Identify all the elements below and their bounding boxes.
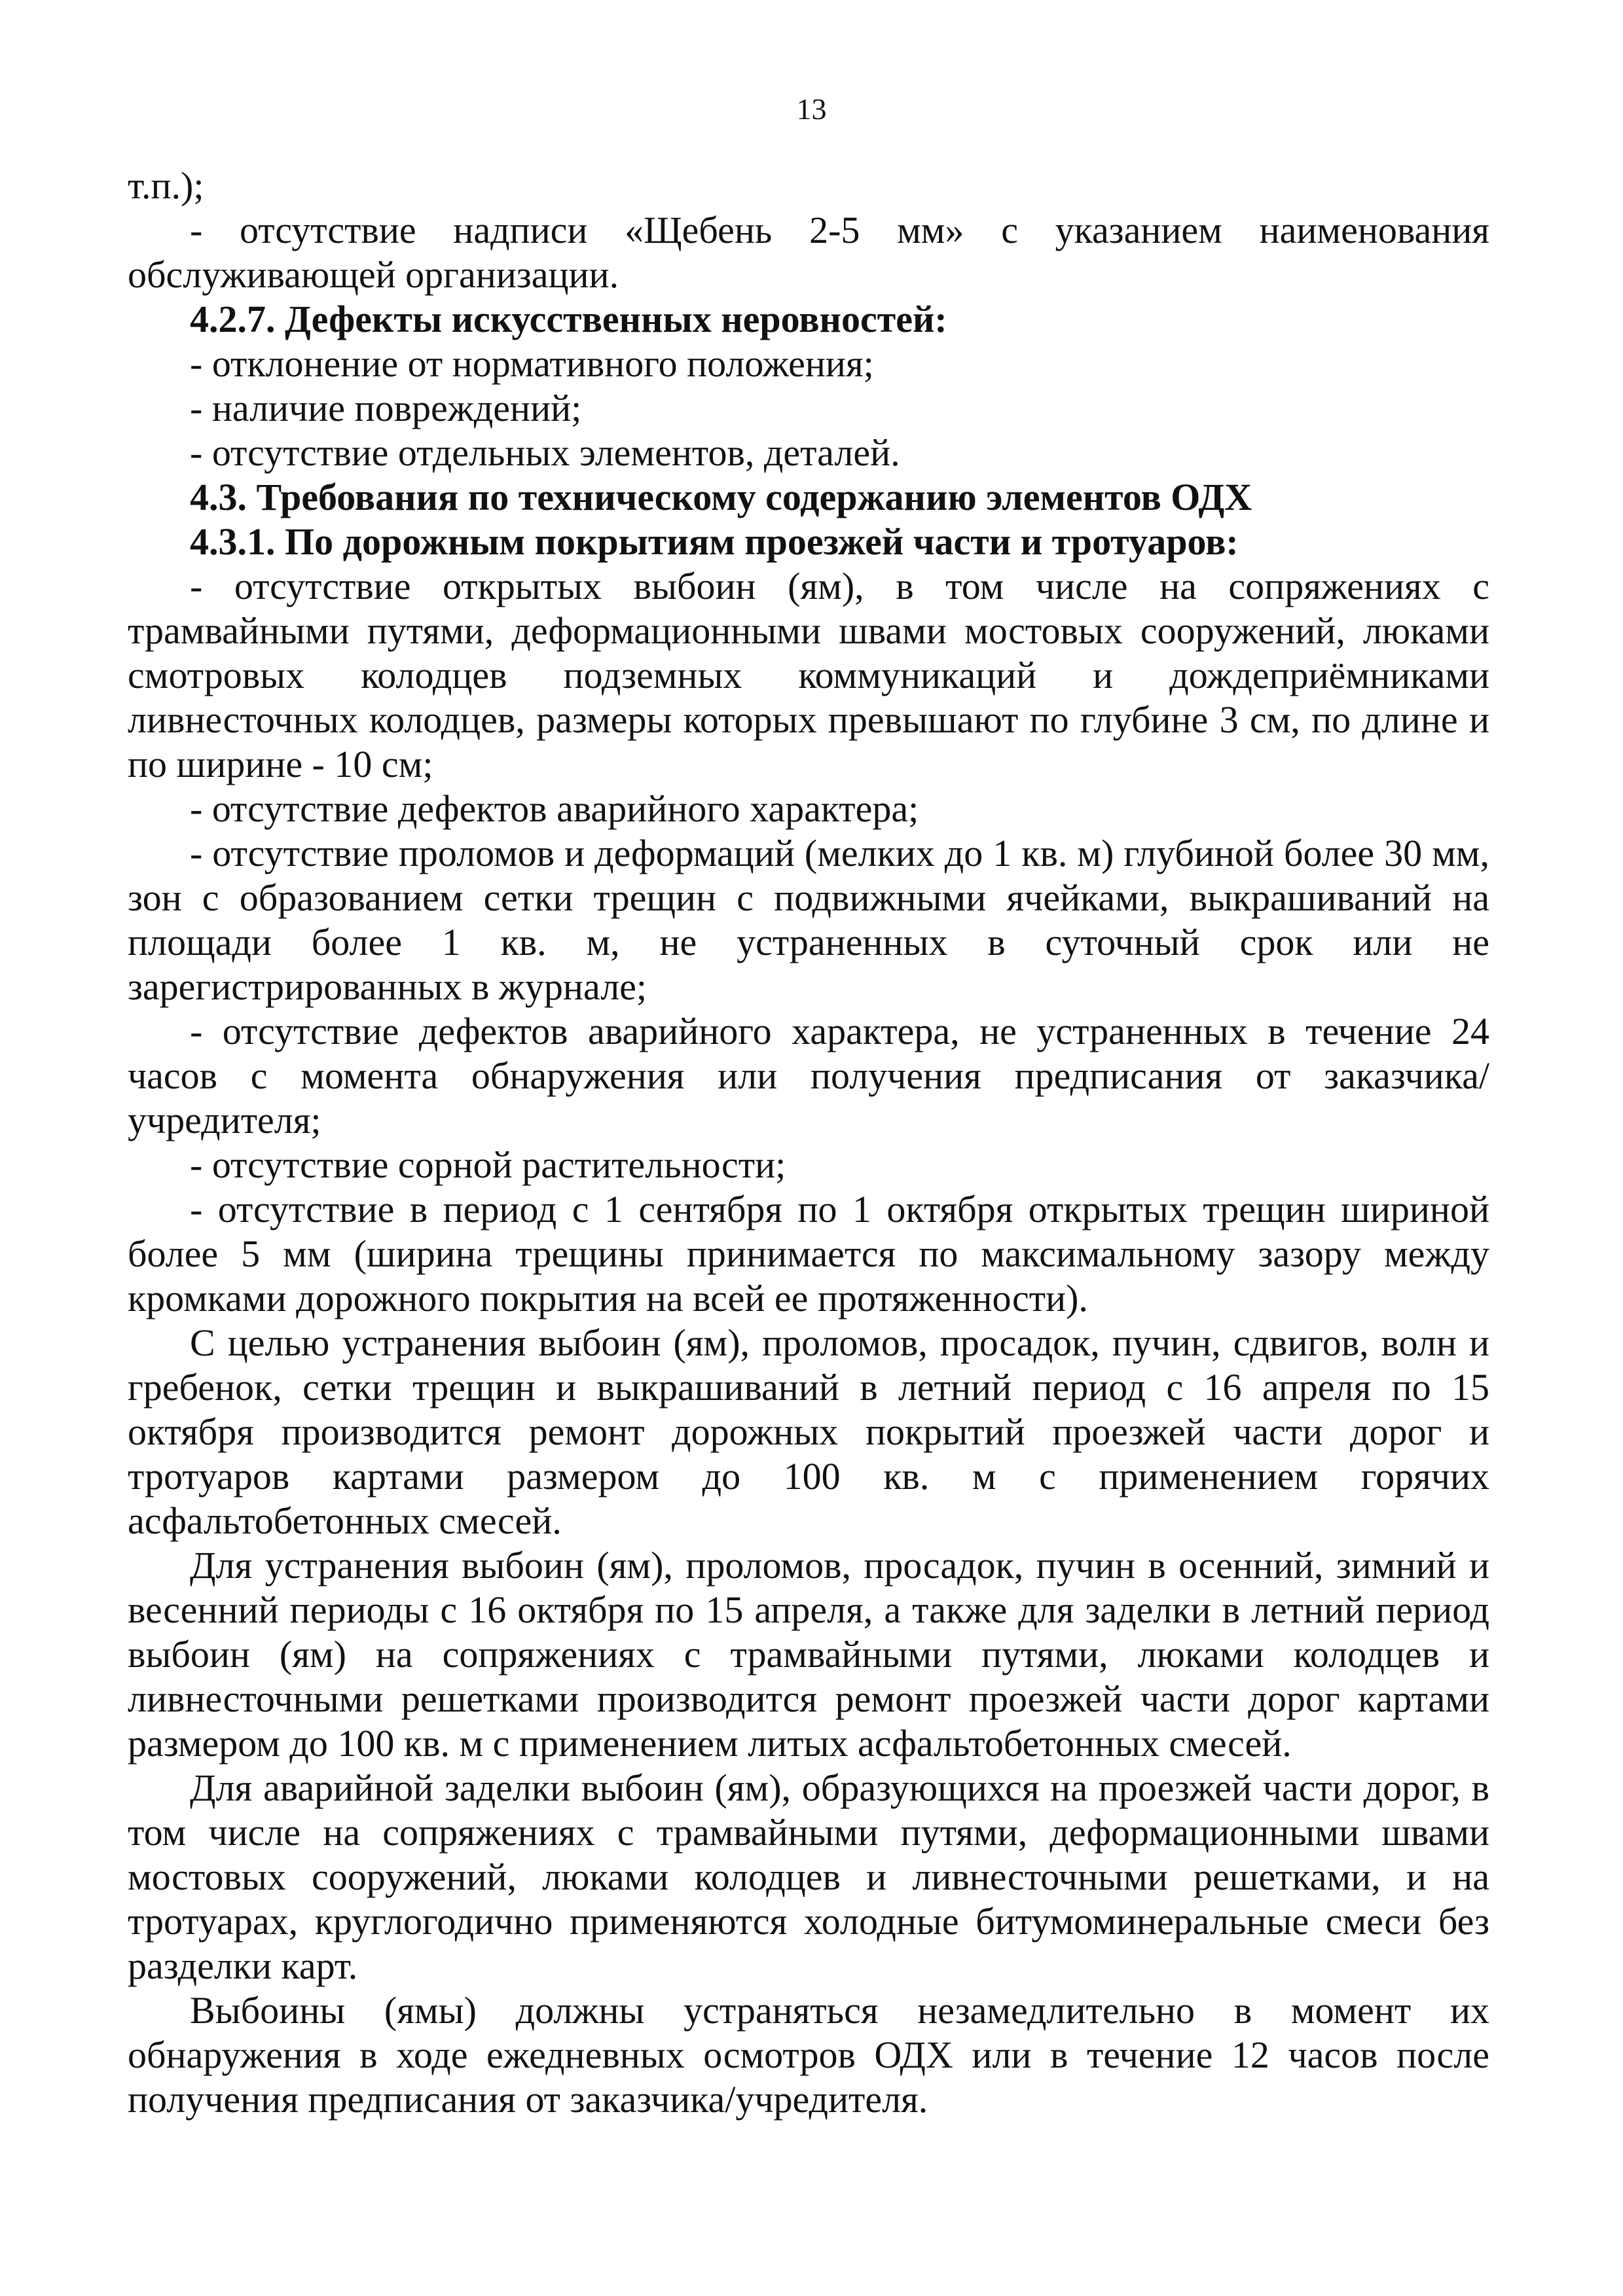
list-item: - отсутствие отдельных элементов, деталей. <box>190 431 900 474</box>
section-heading: 4.3.1. По дорожным покрытиям проезжей части и тротуаров: <box>190 520 1239 563</box>
list-item: - отсутствие проломов и деформаций (мелких до 1 кв. м) глубиной более 30 мм, зон с образованием сетки трещин с подвижными ячейками, выкрашиваний на площади более 1 кв. м, не устраненных в суточный срок или не зарегистрированных в журнале; <box>128 832 1489 1008</box>
list-item: - наличие повреждений; <box>190 387 582 429</box>
document-body <box>128 164 1489 2122</box>
section-heading: 4.2.7. Дефекты искусственных неровностей: <box>190 298 947 340</box>
list-item: - отсутствие дефектов аварийного характера, не устраненных в течение 24 часов с момента обнаружения или получения предписания от заказчика/учредителя; <box>128 1010 1489 1141</box>
list-item: - отсутствие дефектов аварийного характера; <box>190 787 919 830</box>
list-item: - отклонение от нормативного положения; <box>190 342 874 385</box>
paragraph: С целью устранения выбоин (ям), проломов, просадок, пучин, сдвигов, волн и гребенок, сетки трещин и выкрашиваний в летний период с 16 апреля по 15 октября производится ремонт дорожных покрытий проезжей части дорог и тротуаров картами размером до 100 кв. м с применением горячих асфальтобетонных смесей. <box>128 1321 1489 1542</box>
paragraph: Для аварийной заделки выбоин (ям), образующихся на проезжей части дорог, в том числе на сопряжениях с трамвайными путями, деформационными швами мостовых сооружений, люками колодцев и ливнесточными решетками, и на тротуарах, круглогодично применяются холодные битумоминеральные смеси без разделки карт. <box>128 1767 1489 1987</box>
paragraph: Выбоины (ямы) должны устраняться незамедлительно в момент их обнаружения в ходе ежедневных осмотров ОДХ или в течение 12 часов после получения предписания от заказчика/учредителя. <box>128 1989 1489 2121</box>
page-number: 13 <box>796 92 827 126</box>
paragraph: - отсутствие надписи «Щебень 2-5 мм» с указанием наименования обслуживающей организации. <box>128 209 1489 296</box>
paragraph: т.п.); <box>128 164 204 207</box>
list-item: - отсутствие открытых выбоин (ям), в том числе на сопряжениях с трамвайными путями, деформационными швами мостовых сооружений, люками смотровых колодцев подземных коммуникаций и дождеприёмниками ливнесточных колодцев, размеры которых превышают по глубине 3 см, по длине и по ширине - 10 см; <box>128 565 1489 785</box>
paragraph: Для устранения выбоин (ям), проломов, просадок, пучин в осенний, зимний и весенний периоды с 16 октября по 15 апреля, а также для заделки в летний период выбоин (ям) на сопряжениях с трамвайными путями, люками колодцев и ливнесточными решетками производится ремонт проезжей части дорог картами размером до 100 кв. м с применением литых асфальтобетонных смесей. <box>128 1544 1489 1765</box>
list-item: - отсутствие сорной растительности; <box>190 1143 786 1186</box>
list-item: - отсутствие в период с 1 сентября по 1 октября открытых трещин шириной более 5 мм (ширина трещины принимается по максимальному зазору между кромками дорожного покрытия на всей ее протяженности). <box>128 1188 1489 1319</box>
section-heading: 4.3. Требования по техническому содержанию элементов ОДХ <box>190 476 1252 518</box>
